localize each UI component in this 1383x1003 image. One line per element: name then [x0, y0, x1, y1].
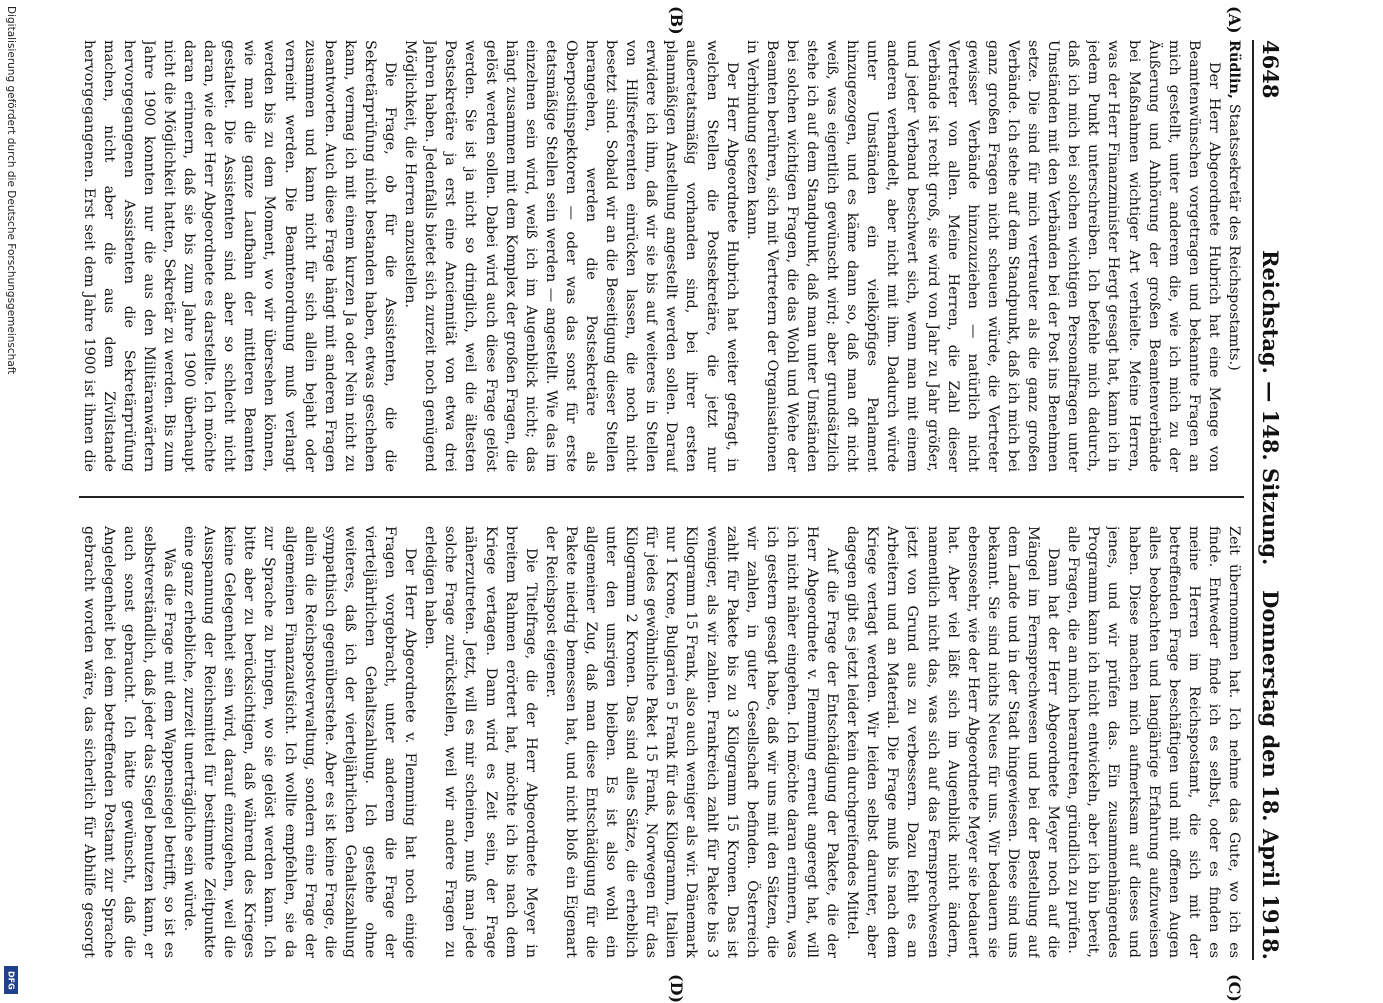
rotated-document-page	[56, 0, 1296, 1003]
paragraph-text: Die Titelfrage, die der Herr Abgeordnete Meyer in breitem Rahmen erörtert hat, möchte ich bis nach dem Kriege vertagen. Dann wird es Zeit sein, der Frage näherzutreten. Jetzt, will es mir scheinen, muß man jede solche Frage zurückstellen, weil wir andere Fragen zu erledigen haben.	[422, 526, 539, 958]
paragraph	[742, 40, 1224, 472]
paragraph	[179, 526, 420, 958]
column-divider	[79, 496, 1244, 498]
margin-marker-d: (D)	[667, 974, 686, 1003]
margin-marker-b: (B)	[667, 6, 686, 35]
session-date: Donnerstag den 18. April 1918.	[1258, 590, 1284, 960]
paragraph-text: Die Frage, ob für die Assistenten, die die Sekretärprüfung nicht bestanden haben, etwas geschehen kann, vermag ich mit einem kurzen Ja oder Nein nicht zu beantworten. Auch diese Frage hängt mit anderen Fragen zusammen und kann nicht für sich allein bejaht oder verneint werden. Die Beamtenordnung muß verlangt werden bis zu dem Moment, wo wir übersehen können, wie man die ganze Laufbahn der mittleren Beamten gestaltet. Die Assistenten sind aber so schlecht nicht daran, wie der Herr Abgeordnete es darstellte. Ich möchte daran erinnern, daß sie bis zum Jahre 1900 überhaupt nicht die Möglichkeit hatten, Sekretär zu werden. Bis zum Jahre 1900 konnten nur die aus den Militäranwärtern hervorgegangenen Assistenten die Sekretärprüfung machen, nicht aber die aus dem Zivilstande hervorgegangenen. Erst seit dem Jahre 1900 ist ihnen die	[80, 40, 399, 472]
digitization-credit-text: Digitalisierung gefördert durch die Deutsche Forschungsgemeinschaft	[5, 6, 17, 375]
page-header	[1252, 40, 1288, 960]
paragraph-text: Der Herr Abgeordnete Hubrich hat eine Menge von Beamtenwünschen vorgetragen und bekannte Fragen an mich gestellt, unter anderem die, wie ich mich zu der Äußerung und Anhörung der großen Beamtenverbände bei Maßnahmen wichtiger Art verhielte. Meine Herren, was der Herr Finanzminister Hergt gesagt hat, kann ich in jedem Punkt unterschreiben. Ich befehle mich dadurch, daß ich mich bei solchen wichtigen Personalfragen unter Umständen mit den Verbänden bei der Post ins Benehmen setze. Die sind für mich vertrauter als die ganz großen Verbände. Ich stehe auf dem Standpunkt, daß ich mich bei ganz großen Fragen nicht scheuen würde, die Vertreter gewisser Verbände hinzuzuziehen — natürlich nicht Vertreter von allen. Meine Herren, die Zahl dieser Verbände ist recht groß, sie wird von Jahr zu Jahr größer, und jeder Verband beschwert sich, wenn man mit einem anderen verhandelt, aber nicht mit ihm. Dadurch würde unter Umständen ein vielköpfiges Parlament hinzugezogen, und es käme dann so, daß man oft nicht weiß, was eigentlich gewünscht wird; aber grundsätzlich stehe ich auf dem Standpunkt, daß man unter Umständen bei solchen wichtigen Fragen, die das Wohl und Wehe der Beamten berühren, sich mit Vertretern der Organisationen in Verbindung setzen kann.	[743, 40, 1222, 472]
right-text-column	[79, 526, 1244, 958]
paragraph-text: Auf die Frage der Entschädigung der Pakete, die der Herr Abgeordnete v. Flemming erneut angeregt hat, will ich nicht näher eingehen. Ich möchte daran erinnern, was ich gestern gesagt habe, daß wir uns mit den Sätzen, die wir zahlen, in guter Gesellschaft befinden. Österreich zahlt für Pakete bis zu 3 Kilogramm 15 Kronen. Das ist weniger, als wir zahlen. Frankreich zahlt für Pakete bis 3 Kilogramm 15 Frank, also auch weniger als wir. Dänemark nur 1 Krone, Bulgarien 5 Frank für das Kilogramm, Italien für jedes gewöhnliche Paket 15 Frank, Norwegen für das Kilogramm 2 Kronen. Das sind alles Sätze, die erheblich unter den unsrigen bleiben. Es ist also wohl ein allgemeiner Zug, daß man diese Entschädigung für die Pakete niedrig bemessen hat, und nicht bloß ein Eigenart der Reichspost eigener.	[542, 526, 841, 958]
paragraph-text: Was die Frage mit dem Wappensiegel betrifft, so ist es selbstverständlich, daß jeder das Siegel benutzen kann, er auch sonst gebraucht. Ich hätte gewünscht, daß die Angelegenheit bei dem betreffenden Postamt zur Sprache gebracht worden wäre, das sicherlich für Abhilfe gesorgt	[80, 526, 178, 958]
paragraph-text: Der Herr Abgeordnete v. Flemming hat noch einige Fragen vorgebracht, unter anderem die Frage der vierteljährlichen Gehaltszahlung. Ich gestehe ohne weiteres, daß ich der vierteljährlichen Gehaltszahlung sympathisch gegenüberstehe. Aber es ist keine Frage, die allein die Reichspostverwaltung, sondern eine Frage der allgemeinen Finanzaufsicht. Ich wollte empfehlen, sie da zur Sprache zu bringen, wo sie gelöst werden kann. Ich bitte aber zu berücksichtigen, daß während des Krieges keine Gelegenheit sein wird, darauf einzugehen, weil die Ausspannung der Reichsmittel für bestimmte Zeitpunkte eine ganz erhebliche, zurzeit unerträgliche sein würde.	[181, 526, 419, 958]
page-title: Reichstag. — 148. Sitzung.	[1258, 250, 1284, 566]
dfg-logo: DFG	[4, 966, 18, 994]
paragraph	[1063, 526, 1244, 958]
left-text-column	[79, 40, 1244, 472]
paragraph	[1224, 40, 1244, 472]
paragraph-text: Dann hat der Herr Abgeordnete Meyer noch auf die Mängel im Fernsprechwesen und bei der Bestellung auf dem Lande und in der Stadt hingewiesen. Diese sind uns bekannt. Sie sind nichts Neues für uns. Wir bedauern sie ebensosehr, wie der Herr Abgeordnete Meyer sie bedauert hat. Aber viel läßt sich im Augenblick nicht ändern, namentlich nicht das, was sich auf das Fernsprechwesen jetzt von Grund aus zu verbessern. Dazu fehlt es an Arbeitern und an Material. Die Frage muß bis nach dem Kriege vertagt werden. Wir leiden selbst darunter, aber dagegen gibt es jetzt leider kein durchgreifendes Mittel.	[844, 526, 1062, 958]
paragraph-text: Zeit übernommen hat. Ich nehme das Gute, wo ich es finde. Entweder finde ich es selbst, oder es finden es meine Herren im Reichspostamt, die sich mit der betreffenden Frage beschäftigen und mit offenen Augen alles beobachten und langjährige Erfahrung aufzuweisen haben. Diese machen mich aufmerksam auf dieses und jenes, und wir prüfen das. Ein zusammenhängendes Programm kann ich nicht entwickeln, aber ich bin bereit, alle Fragen, die an mich herantreten, gründlich zu prüfen.	[1065, 526, 1242, 958]
paragraph	[400, 40, 742, 472]
paragraph	[79, 40, 400, 472]
page-number: 4648	[1258, 40, 1284, 99]
speaker-name: Rüdlin,	[1226, 40, 1243, 104]
paragraph	[79, 526, 179, 958]
paragraph	[420, 526, 541, 958]
margin-marker-a: (A)	[1225, 6, 1244, 34]
paragraph	[842, 526, 1063, 958]
paragraph	[541, 526, 842, 958]
paragraph-text: Staatssekretär des Reichspostamts.)	[1226, 103, 1242, 371]
digitization-credit	[4, 0, 20, 1000]
paragraph-text: Der Herr Abgeordnete Hubrich hat weiter gefragt, in welchen Stellen die Postsekretäre, die jetzt nur außeretatsmäßig vorhanden sind, bei ihrer ersten planmäßigen Anstellung angestellt werden sollen. Darauf erwidere ich ihm, daß wir sie bis auf weiteres in Stellen von Hilfsreferenten einrücken lassen, die noch nicht besetzt sind. Sobald wir an die Beseitigung dieser Stellen herangehen, werden die Postsekretäre als Oberpostinspektoren — oder was das sonst für erste etatsmäßige Stellen sein werden — angestellt. Wie das im einzelnen sein wird, weiß ich im Augenblick nicht; das hängt zusammen mit dem Komplex der großen Fragen, die gelöst werden sollen. Dabei wird auch diese Frage gelöst werden. Sie ist ja nicht so dringlich, weil die ältesten Postsekretäre ja erst eine Anciennität von etwa drei Jahren haben. Jedenfalls bietet sich zurzeit noch genügend Möglichkeit, die Herren anzustellen.	[402, 40, 740, 472]
margin-marker-c: (C)	[1225, 974, 1244, 1002]
